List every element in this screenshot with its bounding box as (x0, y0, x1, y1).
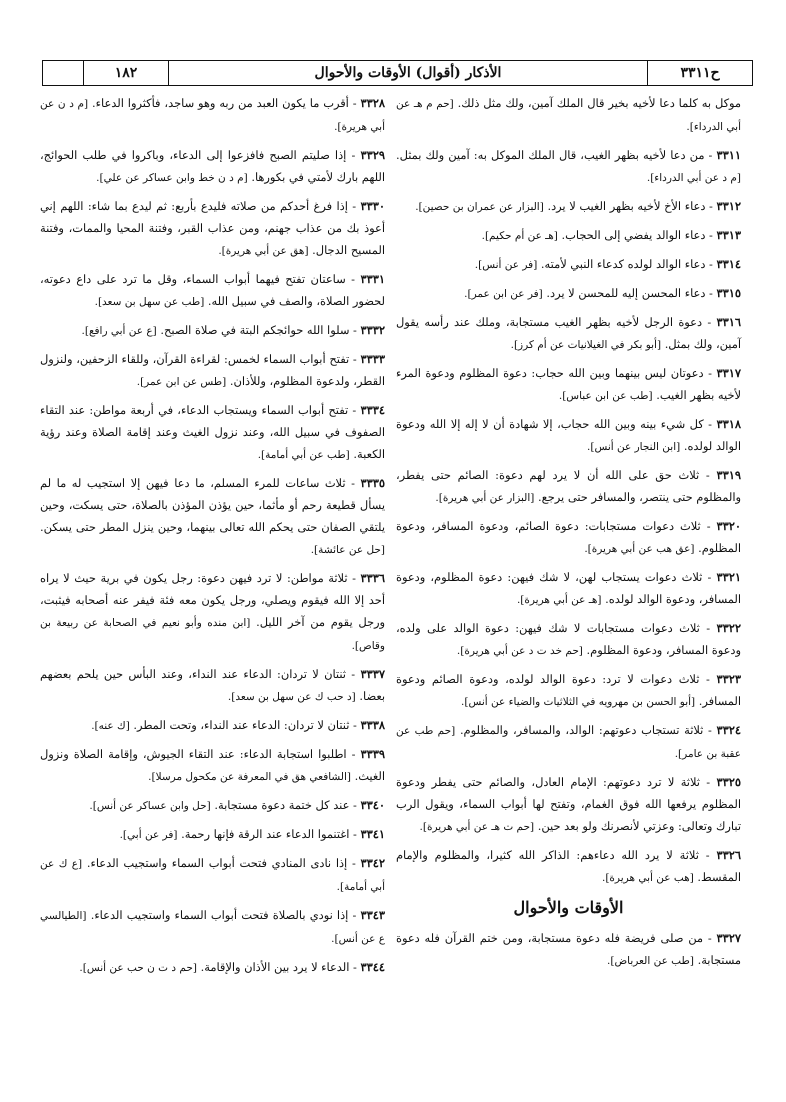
hadith-number: ٣٣٢٣ (716, 672, 741, 686)
left-column (40, 92, 385, 985)
hadith-number: ٣٣٣١ (360, 272, 386, 286)
hadith-text: سلوا الله حوائجكم البتة في صلاة الصبح. (160, 323, 350, 337)
hadith-number: ٣٣٣٠ (360, 199, 385, 213)
hadith-entry: ٣٣١٧ - دعوتان ليس بينهما وبين الله حجاب: دعوة المظلوم ودعوة المرء لأخيه بظهر الغيب. [طب عن ابن عباس]. (396, 366, 741, 402)
hadith-entry: ٣٣٤٠ - عند كل ختمة دعوة مستجابة. [حل وابن عساكر عن أنس]. (89, 798, 385, 812)
hadith-number: ٣٣٣٨ (360, 718, 385, 732)
page-header (42, 60, 753, 86)
hadith-text: ثلاث ساعات للمرء المسلم، ما دعا فيهن إلا استجيب له ما لم يسأل قطيعة رحم أو مأثما، حين يؤذن المؤذن بالصلاة، حتى يسكت، وحين يلتقي الصفان حتى يحكم الله تعالى بينهما، وحين ينزل المطر حتى يسكن. (40, 476, 385, 534)
hadith-number: ٣٣٢٦ (716, 848, 741, 862)
hadith-number: ٣٣١٦ (716, 315, 741, 329)
hadith-source: [هـ عن أم حكيم]. (481, 230, 558, 242)
hadith-number: ٣٣١٢ (716, 199, 741, 213)
hadith-entry: ٣٣٢٣ - ثلاث دعوات لا ترد: دعوة الوالد لولده، ودعوة الصائم ودعوة المسافر. [أبو الحسن بن مهرويه في الثلاثيات والضياء عن أنس]. (396, 672, 741, 708)
hadith-text: إذا فرغ أحدكم من صلاته فليدع بأربع: ثم ليدع بما شاء: اللهم إني أعوذ بك من عذاب جهنم، ومن عذاب القبر، وفتنة المحيا والممات، وفتنة المسيح الدجال. (40, 199, 385, 257)
hadith-source: [هـ عن أبي هريرة]. (516, 594, 602, 606)
hadith-text: إذا نودي بالصلاة فتحت أبواب السماء واستجيب الدعاء. (90, 908, 349, 922)
hadith-text: أقرب ما يكون العبد من ربه وهو ساجد، فأكثروا الدعاء. (92, 96, 349, 110)
hadith-source: [البزار عن أبي هريرة]. (435, 492, 535, 504)
hadith-source: [فر عن أبي]. (119, 829, 178, 841)
hadith-entry: ٣٣٢٦ - ثلاثة لا يرد الله دعاءهم: الذاكر الله كثيرا، والمظلوم والإمام المقسط. [هب عن أبي هريرة]. (396, 848, 741, 884)
hadith-number: ٣٣١٥ (716, 286, 741, 300)
hadith-text: من دعا لأخيه بظهر الغيب، قال الملك الموكل به: آمين ولك بمثل. (396, 148, 705, 162)
hadith-source: [حم ت هـ عن أبي هريرة]. (419, 821, 535, 833)
hadith-number: ٣٣١٤ (716, 257, 741, 271)
hadith-entry: ٣٣٤٤ - الدعاء لا يرد بين الأذان والإقامة. [حم د ت ن حب عن أنس]. (79, 960, 385, 974)
hadith-number: ٣٣٣٣ (360, 352, 386, 366)
header-title: الأذكار (أقوال) الأوقات والأحوال (168, 61, 647, 85)
hadith-source: [ابن النجار عن أنس]. (587, 441, 681, 453)
hadith-entry: ٣٣٢٥ - ثلاثة لا ترد دعوتهم: الإمام العادل، والصائم حتى يفطر ودعوة المظلوم يرفعها الله فوق الغمام، وتفتح لها أبواب السماء، ويقول الرب تبارك وتعالى: وعزتي لأنصرنك ولو بعد حين. [حم ت هـ عن أبي هريرة]. (396, 775, 741, 833)
hadith-entry: ٣٣٢٨ - أقرب ما يكون العبد من ربه وهو ساجد، فأكثروا الدعاء. [م د ن عن أبي هريرة]. (40, 96, 385, 133)
hadith-source: [طب عن ابن عباس]. (558, 390, 653, 402)
hadith-number: ٣٣٣٢ (360, 323, 385, 337)
hadith-entry: ٣٣٤١ - اغتنموا الدعاء عند الرقة فإنها رحمة. [فر عن أبي]. (119, 827, 385, 841)
hadith-entry: ٣٣١٥ - دعاء المحسن إليه للمحسن لا يرد. [فر عن ابن عمر]. (464, 286, 741, 300)
hadith-text: اطلبوا استجابة الدعاء: عند التقاء الجيوش، وإقامة الصلاة ونزول الغيث. (40, 747, 385, 783)
hadith-text: تفتح أبواب السماء لخمس: لقراءة القرآن، وللقاء الزحفين، ولنزول القطر، ولدعوة المظلوم، وللأذان. (40, 352, 385, 388)
hadith-entry: ٣٣٢٤ - ثلاثة تستجاب دعوتهم: الوالد، والمسافر، والمظلوم. [حم طب عن عقبة بن عامر]. (396, 723, 742, 760)
hadith-number: ٣٣٤٣ (360, 908, 386, 922)
hadith-entry (396, 92, 741, 138)
hadith-entry: ٣٣٢١ - ثلاث دعوات يستجاب لهن، لا شك فيهن: دعوة المظلوم، ودعوة المسافر، ودعوة الوالد لولده. [هـ عن أبي هريرة]. (396, 570, 741, 606)
hadith-source: [حل عن عائشة]. (310, 544, 385, 556)
hadith-text: الدعاء لا يرد بين الأذان والإقامة. (200, 960, 350, 974)
hadith-number: ٣٣٣٩ (360, 747, 385, 761)
hadith-source: [عق هب عن أبي هريرة]. (584, 543, 695, 555)
hadith-text: ثلاثة تستجاب دعوتهم: الوالد، والمسافر، والمظلوم. (459, 723, 704, 737)
hadith-source: [هب عن أبي هريرة]. (602, 872, 694, 884)
hadith-text: ثلاث دعوات لا ترد: دعوة الوالد لولده، ودعوة الصائم ودعوة المسافر. (396, 672, 741, 708)
hadith-number: ٣٣٣٦ (360, 571, 385, 585)
hadith-entry: ٣٣٢٩ - إذا صليتم الصبح فافزعوا إلى الدعاء، وباكروا في طلب الحوائج، اللهم بارك لأمتي في بكورها. [م د ن خط وابن عساكر عن علي]. (40, 148, 386, 184)
hadith-number: ٣٣٢٢ (716, 621, 741, 635)
hadith-text: ثلاث دعوات مستجابات لا شك فيهن: دعوة الوالد على ولده، ودعوة المسافر، ودعوة المظلوم. (396, 621, 741, 657)
hadith-number: ٣٣٤٢ (360, 856, 385, 870)
hadith-text: دعاء الأخ لأخيه بظهر الغيب لا يرد. (547, 199, 706, 213)
hadith-entry: ٣٣١٢ - دعاء الأخ لأخيه بظهر الغيب لا يرد. [البزار عن عمران بن حصين]. (415, 199, 741, 213)
hadith-text: ثلاثة لا يرد الله دعاءهم: الذاكر الله كثيرا، والمظلوم والإمام المقسط. (396, 848, 741, 884)
hadith-source: [حم د ت ن حب عن أنس]. (79, 962, 197, 974)
hadith-number: ٣٣٤١ (360, 827, 385, 841)
hadith-text: ثلاثة مواطن: لا ترد فيهن دعوة: رجل يكون في برية حيث لا يراه أحد إلا الله فيقوم ويصلي، ورجل يكون معه فئة فيفر عنه أصحابه فيثبت، ورجل يقوم من آخر الليل. (40, 571, 386, 629)
section-title: الأوقات والأحوال (513, 898, 624, 917)
hadith-entry: ٣٣١١ - من دعا لأخيه بظهر الغيب، قال الملك الموكل به: آمين ولك بمثل. [م د عن أبي الدرداء]. (396, 148, 742, 184)
hadith-number: ٣٣١٣ (716, 228, 741, 242)
hadith-entry: ٣٣١٤ - دعاء الوالد لولده كدعاء النبي لأمته. [فر عن أنس]. (474, 257, 741, 271)
hadith-entry: ٣٣٤٢ - إذا نادى المنادي فتحت أبواب السماء واستجيب الدعاء. [ع ك عن أبي أمامة]. (40, 856, 385, 893)
hadith-text: ثلاث دعوات مستجابات: دعوة الصائم، ودعوة المسافر، ودعوة المظلوم. (396, 519, 741, 555)
hadith-source: [ك عنه]. (91, 720, 130, 732)
hadith-text: تفتح أبواب السماء ويستجاب الدعاء، في أربعة مواطن: عند التقاء الصفوف في سبيل الله، وعند نزول الغيث وعند إقامة الصلاة وعند رؤية الكعبة. (40, 403, 385, 461)
hadith-source: [ع ك عن أبي أمامة]. (40, 858, 385, 893)
hadith-text: موكل به كلما دعا لأخيه بخير قال الملك آمين، ولك مثل ذلك. (457, 96, 741, 110)
hadith-number: ٣٣٢٥ (716, 775, 741, 789)
hadith-entry: ٣٣٣٥ - ثلاث ساعات للمرء المسلم، ما دعا فيهن إلا استجيب له ما لم يسأل قطيعة رحم أو مأثما، حين يؤذن المؤذن بالصلاة، حتى يسكت، وحين يلتقي الصفان حتى يحكم الله تعالى بينهما، وحين ينزل المطر حتى يسكن. [حل عن عائشة]. (40, 476, 386, 556)
hadith-number: ٣٣٢٩ (360, 148, 386, 162)
hadith-number: ٣٣٢٨ (360, 96, 385, 110)
hadith-entry: ٣٣٢٧ - من صلى فريضة فله دعوة مستجابة، ومن ختم القرآن فله دعوة مستجابة. [طب عن العرباض]. (396, 931, 741, 967)
hadith-source: [هق عن أبي هريرة]. (218, 245, 309, 257)
hadith-entry: ٣٣٣٠ - إذا فرغ أحدكم من صلاته فليدع بأربع: ثم ليدع بما شاء: اللهم إني أعوذ بك من عذاب جهنم، ومن عذاب القبر، وفتنة المحيا والممات، وفتنة المسيح الدجال. [هق عن أبي هريرة]. (40, 199, 385, 257)
hadith-number: ٣٣٣٧ (360, 667, 385, 681)
hadith-source: [فر عن أنس]. (474, 259, 538, 271)
hadith-entry: ٣٣٢٢ - ثلاث دعوات مستجابات لا شك فيهن: دعوة الوالد على ولده، ودعوة المسافر، ودعوة المظلوم. [حم خد ت د عن أبي هريرة]. (396, 621, 741, 657)
hadith-number: ٣٣٢١ (716, 570, 741, 584)
hadith-source: [الطيالسي ع عن أنس]. (40, 910, 385, 945)
hadith-source: [م د ن خط وابن عساكر عن علي]. (96, 172, 248, 184)
hadith-number: ٣٣١٨ (716, 417, 742, 431)
hadith-source: [حم خد ت د عن أبي هريرة]. (456, 645, 583, 657)
hadith-text: عند كل ختمة دعوة مستجابة. (214, 798, 350, 812)
hadith-text: دعوة الرجل لأخيه بظهر الغيب مستجابة، وملك عند رأسه يقول آمين، ولك بمثل. (396, 315, 741, 351)
hadith-source: [طب عن سهل بن سعد]. (94, 296, 205, 308)
hadith-source: [أبو بكر في الغيلانيات عن أم كرز]. (510, 339, 662, 351)
hadith-number: ٣٣٢٤ (716, 723, 742, 737)
hadith-source: [حم طب عن عقبة بن عامر]. (396, 725, 741, 760)
hadith-number: ٣٣٣٥ (360, 476, 386, 490)
hadith-text: ساعتان تفتح فيهما أبواب السماء، وقل ما ترد على داع دعوته، لحضور الصلاة، والصف في سبيل الله. (40, 272, 385, 308)
hadith-source: [ع عن أبي رافع]. (81, 325, 157, 337)
hadith-source: [الشافعي هق في المعرفة عن مكحول مرسلا]. (148, 771, 351, 783)
hadith-number: ٣٣٢٠ (716, 519, 741, 533)
hadith-entry: ٣٣١٦ - دعوة الرجل لأخيه بظهر الغيب مستجابة، وملك عند رأسه يقول آمين، ولك بمثل. [أبو بكر في الغيلانيات عن أم كرز]. (396, 315, 741, 351)
hadith-source: [فر عن ابن عمر]. (464, 288, 543, 300)
hadith-entry: ٣٣٣٣ - تفتح أبواب السماء لخمس: لقراءة القرآن، وللقاء الزحفين، ولنزول القطر، ولدعوة المظلوم، وللأذان. [طس عن ابن عمر]. (40, 352, 386, 388)
hadith-text: دعاء المحسن إليه للمحسن لا يرد. (546, 286, 706, 300)
hadith-entry: ٣٣١٣ - دعاء الوالد يفضي إلى الحجاب. [هـ عن أم حكيم]. (481, 228, 741, 242)
header-hadith-range: ح٣٣١١ (647, 61, 752, 85)
hadith-text: ثلاث حق على الله أن لا يرد لهم دعوة: الصائم حتى يفطر، والمظلوم حتى ينتصر، والمسافر حتى يرجع. (396, 468, 741, 504)
hadith-source: [طس عن ابن عمر]. (136, 376, 227, 388)
right-column (396, 92, 741, 978)
header-page-number: ١٨٢ (83, 61, 168, 85)
hadith-text: كل شيء بينه وبين الله حجاب، إلا شهادة أن لا إله إلا الله ودعوة الوالد لولده. (396, 417, 741, 453)
hadith-source: [د حب ك عن سهل بن سعد]. (227, 691, 356, 703)
hadith-text: إذا صليتم الصبح فافزعوا إلى الدعاء، وباكروا في طلب الحوائج، اللهم بارك لأمتي في بكورها. (40, 148, 385, 184)
hadith-text: دعاء الوالد لولده كدعاء النبي لأمته. (540, 257, 706, 271)
hadith-entry: ٣٣٣٩ - اطلبوا استجابة الدعاء: عند التقاء الجيوش، وإقامة الصلاة ونزول الغيث. [الشافعي هق في المعرفة عن مكحول مرسلا]. (40, 747, 385, 783)
hadith-text: ثنتان لا تردان: الدعاء عند النداء، وعند البأس حين يلحم بعضهم بعضا. (40, 667, 385, 703)
hadith-text: إذا نادى المنادي فتحت أبواب السماء واستجيب الدعاء. (86, 856, 348, 870)
hadith-source: [م د عن أبي الدرداء]. (646, 172, 741, 184)
header-empty-cell (43, 61, 83, 85)
hadith-text: ثلاث دعوات يستجاب لهن، لا شك فيهن: دعوة المظلوم، ودعوة المسافر، ودعوة الوالد لولده. (396, 570, 741, 606)
hadith-text: ثلاثة لا ترد دعوتهم: الإمام العادل، والصائم حتى يفطر ودعوة المظلوم يرفعها الله فوق الغمام، وتفتح لها أبواب السماء، ويقول الرب تبارك وتعالى: وعزتي لأنصرنك ولو بعد حين. (396, 775, 741, 833)
hadith-entry: ٣٣٢٠ - ثلاث دعوات مستجابات: دعوة الصائم، ودعوة المسافر، ودعوة المظلوم. [عق هب عن أبي هريرة]. (396, 519, 741, 555)
hadith-source: [البزار عن عمران بن حصين]. (415, 201, 544, 213)
hadith-entry: ٣٣٣٢ - سلوا الله حوائجكم البتة في صلاة الصبح. [ع عن أبي رافع]. (81, 323, 385, 337)
hadith-source: [طب عن العرباض]. (607, 955, 694, 967)
hadith-entry: ٣٣١٩ - ثلاث حق على الله أن لا يرد لهم دعوة: الصائم حتى يفطر، والمظلوم حتى ينتصر، والمسافر حتى يرجع. [البزار عن أبي هريرة]. (396, 468, 741, 504)
hadith-number: ٣٣٤٠ (360, 798, 385, 812)
hadith-number: ٣٣٢٧ (716, 931, 741, 945)
hadith-entry: ٣٣١٨ - كل شيء بينه وبين الله حجاب، إلا شهادة أن لا إله إلا الله ودعوة الوالد لولده. [ابن النجار عن أنس]. (396, 417, 742, 453)
hadith-entry: ٣٣٣١ - ساعتان تفتح فيهما أبواب السماء، وقل ما ترد على داع دعوته، لحضور الصلاة، والصف في سبيل الله. [طب عن سهل بن سعد]. (40, 272, 386, 308)
hadith-entry: ٣٣٣٨ - ثنتان لا تردان: الدعاء عند النداء، وتحت المطر. [ك عنه]. (91, 718, 385, 732)
hadith-source: [حم م هـ عن أبي الدرداء]. (396, 98, 741, 133)
hadith-source: [م د ن عن أبي هريرة]. (40, 98, 385, 133)
hadith-number: ٣٣١٩ (716, 468, 741, 482)
hadith-source: [حل وابن عساكر عن أنس]. (89, 800, 211, 812)
hadith-number: ٣٣١٧ (716, 366, 741, 380)
hadith-source: [طب عن أبي أمامة]. (257, 449, 350, 461)
hadith-text: دعاء الوالد يفضي إلى الحجاب. (561, 228, 706, 242)
hadith-entry: ٣٣٣٧ - ثنتان لا تردان: الدعاء عند النداء، وعند البأس حين يلحم بعضهم بعضا. [د حب ك عن سهل بن سعد]. (40, 667, 385, 703)
hadith-entry: ٣٣٣٤ - تفتح أبواب السماء ويستجاب الدعاء، في أربعة مواطن: عند التقاء الصفوف في سبيل الله، وعند نزول الغيث وعند إقامة الصلاة وعند رؤية الكعبة. [طب عن أبي أمامة]. (40, 403, 385, 461)
hadith-text: اغتنموا الدعاء عند الرقة فإنها رحمة. (181, 827, 350, 841)
hadith-text: دعوتان ليس بينهما وبين الله حجاب: دعوة المظلوم ودعوة المرء لأخيه بظهر الغيب. (396, 366, 741, 402)
hadith-text: ثنتان لا تردان: الدعاء عند النداء، وتحت المطر. (133, 718, 350, 732)
hadith-entry: ٣٣٣٦ - ثلاثة مواطن: لا ترد فيهن دعوة: رجل يكون في برية حيث لا يراه أحد إلا الله فيقوم ويصلي، ورجل يكون معه فئة فيفر عنه أصحابه فيثبت، ورجل يقوم من آخر الليل. [ابن منده وأبو نعيم في الصحابة عن ربيعة بن وقاص]. (40, 571, 386, 652)
hadith-number: ٣٣٤٤ (360, 960, 385, 974)
hadith-entry: ٣٣٤٣ - إذا نودي بالصلاة فتحت أبواب السماء واستجيب الدعاء. [الطيالسي ع عن أنس]. (40, 908, 386, 945)
hadith-text: من صلى فريضة فله دعوة مستجابة، ومن ختم القرآن فله دعوة مستجابة. (396, 931, 741, 967)
hadith-number: ٣٣٣٤ (360, 403, 385, 417)
hadith-source: [أبو الحسن بن مهرويه في الثلاثيات والضياء عن أنس]. (461, 696, 696, 708)
hadith-source: [ابن منده وأبو نعيم في الصحابة عن ربيعة بن وقاص]. (40, 617, 385, 652)
hadith-number: ٣٣١١ (716, 148, 742, 162)
